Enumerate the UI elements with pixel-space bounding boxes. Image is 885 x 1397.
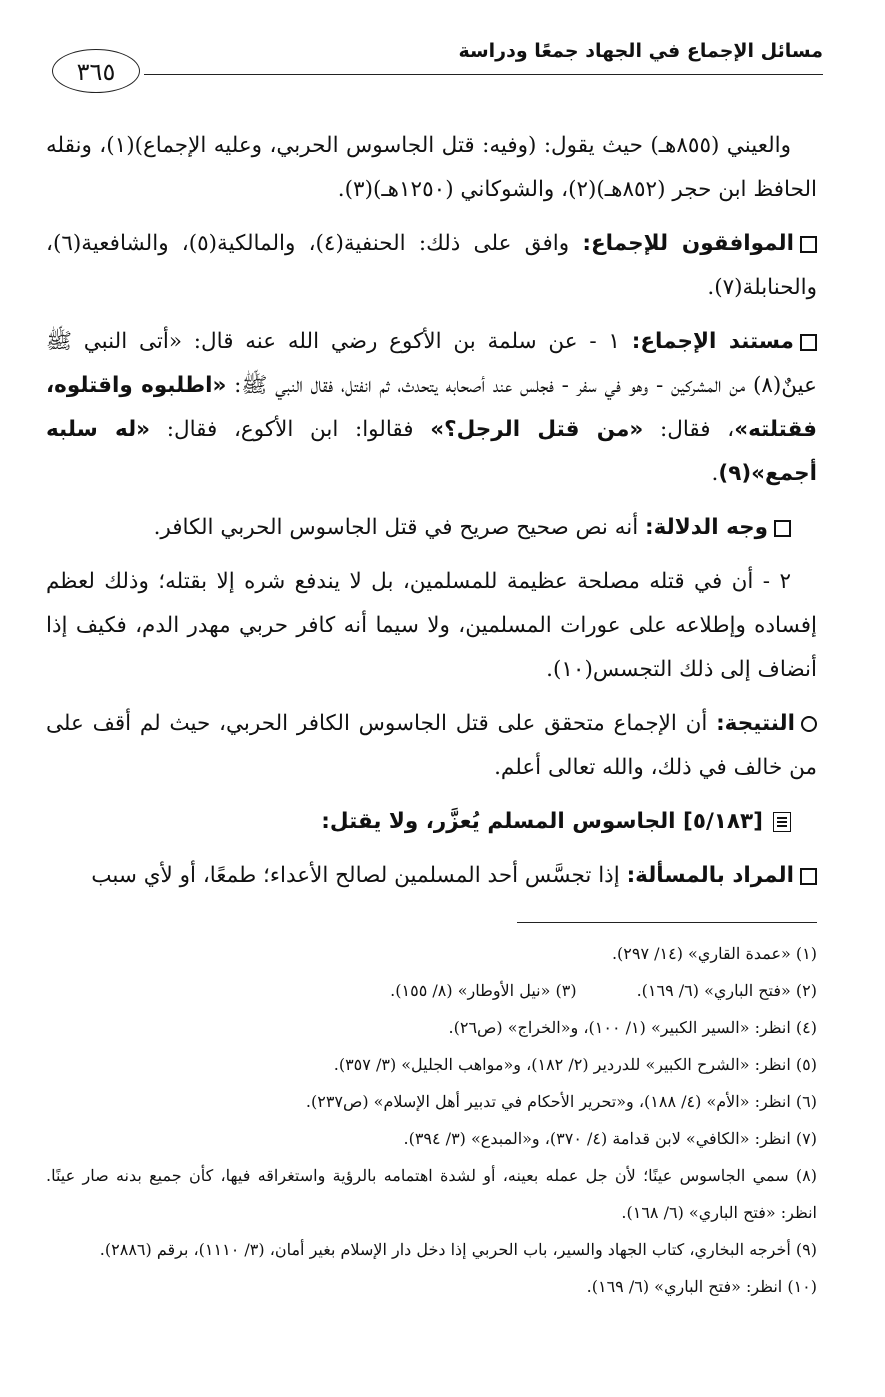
footnote: (١) «عمدة القاري» (١٤/ ٢٩٧). — [611, 944, 817, 963]
meaning-text: إذا تجسَّس أحد المسلمين لصالح الأعداء؛ طمعًا، أو لأي سبب — [91, 863, 620, 888]
square-bullet-icon — [800, 236, 817, 253]
basis-text-3: فقالوا: ابن الأكوع، فقال: — [166, 417, 414, 442]
footnote: (١٠) انظر: «فتح الباري» (٦/ ١٦٩). — [586, 1277, 817, 1296]
footnotes — [46, 935, 817, 1305]
footnote: (٤) انظر: «السير الكبير» (١/ ١٠٠)، و«الخراج» (ص٢٦). — [448, 1018, 817, 1037]
circle-bullet-icon — [801, 716, 817, 732]
footnote: (٦) انظر: «الأم» (٤/ ١٨٨)، و«تحرير الأحكام في تدبير أهل الإسلام» (ص٢٣٧). — [305, 1092, 817, 1111]
hadith-quote-2: «من قتل الرجل؟» — [430, 417, 644, 442]
basis-text-2: ، فقال: — [660, 417, 735, 442]
main-text — [46, 124, 817, 908]
agree-text: وافق على ذلك: الحنفية(٤)، والمالكية(٥)، والشافعية(٦)، والحنابلة(٧). — [46, 231, 817, 300]
footnote-separator — [517, 922, 817, 923]
section-title: [٥/١٨٣] الجاسوس المسلم يُعزَّر، ولا يقتل: — [321, 809, 763, 834]
section-heading — [46, 800, 817, 844]
paragraph-agreeing — [46, 222, 817, 310]
agree-heading: الموافقون للإجماع: — [582, 231, 794, 256]
header-rule — [144, 74, 823, 75]
paragraph-consensus-quotes: والعيني (٨٥٥هـ) حيث يقول: (وفيه: قتل الجاسوس الحربي، وعليه الإجماع)(١)، ونقله الحافظ ابن حجر (٨٥٢هـ)(٢)، والشوكاني (١٢٥٠هـ)(٣). — [46, 133, 817, 202]
hadith-quote-1: «اطلبوه واقتلوه، فقتلته» — [46, 373, 817, 442]
footnote: (٩) أخرجه البخاري، كتاب الجهاد والسير، باب الحربي إذا دخل دار الإسلام بغير أمان، (٣/ ١١١٠)، برقم (٢٨٨٦). — [99, 1240, 817, 1259]
footnote-row — [46, 972, 817, 1009]
result-text: أن الإجماع متحقق على قتل الجاسوس الكافر الحربي، حيث لم أقف على من خالف في ذلك، والله تعالى أعلم. — [46, 711, 817, 780]
running-title: مسائل الإجماع في الجهاد جمعًا ودراسة — [458, 40, 823, 62]
square-bullet-icon — [800, 334, 817, 351]
footnote: (٣) «نيل الأوطار» (٨/ ١٥٥). — [390, 981, 577, 1000]
meaning-heading: المراد بالمسألة: — [626, 863, 794, 888]
paragraph-meaning — [46, 854, 817, 898]
result-heading: النتيجة: — [716, 711, 795, 736]
square-bullet-icon — [800, 868, 817, 885]
footnote: (٢) «فتح الباري» (٦/ ١٦٩). — [636, 981, 817, 1000]
paragraph-result — [46, 702, 817, 790]
basis-heading: مستند الإجماع: — [631, 329, 794, 354]
evidence-heading: وجه الدلالة: — [645, 515, 768, 540]
square-bullet-icon — [774, 520, 791, 537]
footnote: (٨) سمي الجاسوس عينًا؛ لأن جل عمله بعينه، أو لشدة اهتمامه بالرؤية واستغراقه فيها، كأن جميع بدنه صار عينًا. انظر: «فتح الباري» (٦/ ١٦٨). — [46, 1166, 817, 1222]
evidence-text: أنه نص صحيح صريح في قتل الجاسوس الحربي الكافر. — [153, 515, 639, 540]
paragraph-evidence — [46, 506, 817, 550]
hadith-quote-3: «له سلبه أجمع»(٩) — [46, 417, 817, 486]
document-stack-icon — [773, 812, 791, 832]
basis-text-4: . — [711, 461, 719, 486]
footnote: (٧) انظر: «الكافي» لابن قدامة (٤/ ٣٧٠)، و«المبدع» (٣/ ٣٩٤). — [403, 1129, 817, 1148]
paragraph-basis — [46, 320, 817, 496]
footnote: (٥) انظر: «الشرح الكبير» للدردير (٢/ ١٨٢)، و«مواهب الجليل» (٣/ ٣٥٧). — [333, 1055, 817, 1074]
page-header — [52, 38, 823, 98]
paragraph-reason-2: ٢ - أن في قتله مصلحة عظيمة للمسلمين، بل لا يندفع شره إلا بقتله؛ وذلك لعظم إفساده وإطلاعه على عورات المسلمين، ولا سيما أنه كافر حربي مهدر الدم، فكيف إذا أنضاف إلى ذلك التجسس(١٠). — [46, 569, 817, 682]
page-number: ٣٦٥ — [52, 49, 140, 93]
basis-text-1: ١ - عن سلمة بن الأكوع رضي الله عنه قال: «أتى النبي ﷺ عينٌ(٨) من المشركين - وهو في سفر - فجلس عند أصحابه يتحدث، ثم انفتل، فقال النبي ﷺ: — [46, 329, 817, 398]
